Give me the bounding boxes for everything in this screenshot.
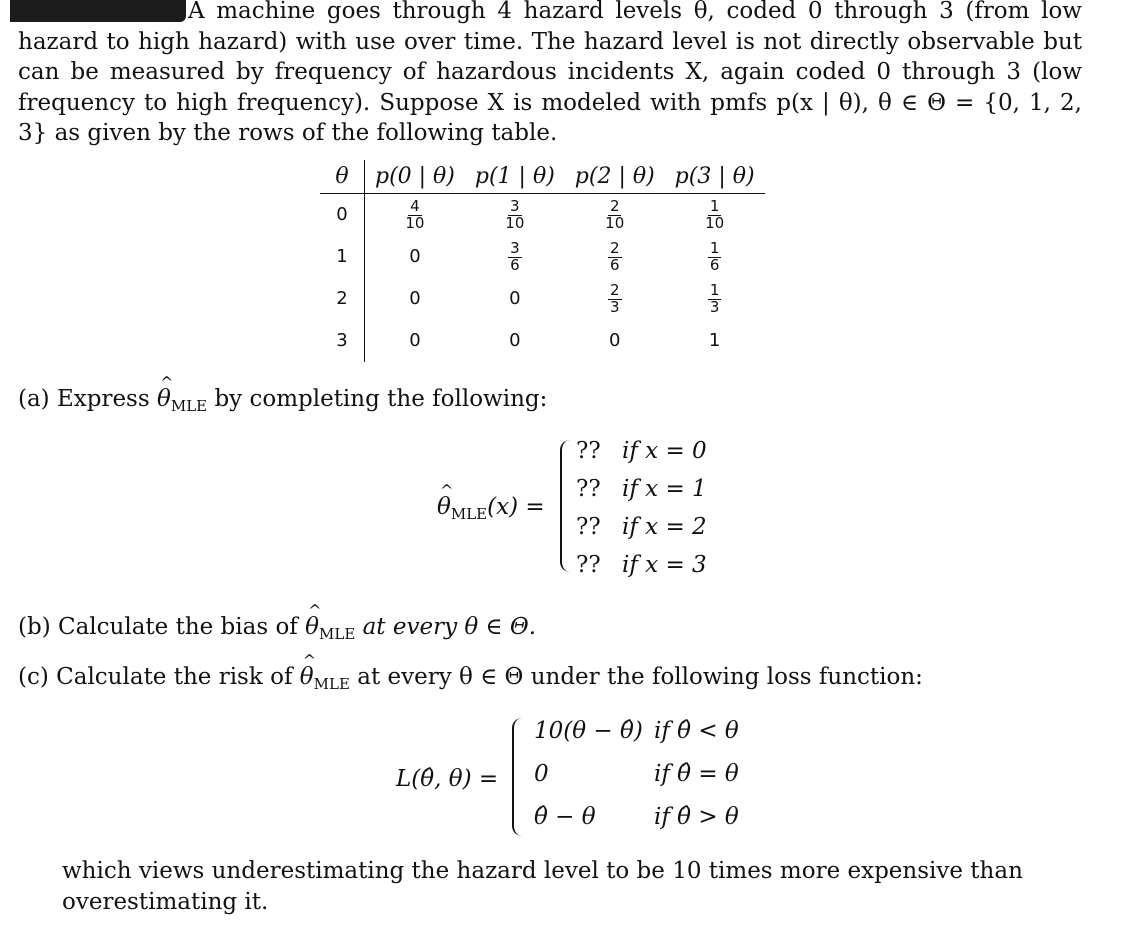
case-value: ??	[576, 476, 601, 502]
table-header-row	[320, 160, 765, 194]
loss-case-value: θ̂ − θ	[534, 804, 596, 830]
prob-cell	[365, 194, 465, 237]
part-c-footer: which views underestimating the hazard level to be 10 times more expensive than overestimating it.	[62, 858, 1023, 915]
prob-cell: 0	[509, 330, 521, 352]
loss-case-condition: if θ̂ = θ	[654, 761, 739, 787]
numerator: 1	[709, 281, 720, 299]
loss-case-value: 10(θ − θ̂)	[534, 718, 643, 744]
numerator: 3	[510, 197, 520, 215]
prob-cell: 1	[708, 330, 721, 352]
part-a	[18, 384, 547, 417]
mle-subscript: MLE	[170, 397, 208, 415]
prob-cell	[565, 278, 665, 320]
fraction	[508, 241, 522, 274]
denominator: 6	[609, 255, 620, 274]
prob-cell	[565, 236, 665, 278]
table-row	[320, 278, 765, 320]
prob-cell: 0	[409, 288, 421, 310]
numerator: 2	[609, 281, 620, 299]
header-theta: θ	[320, 160, 365, 194]
fraction	[603, 199, 626, 232]
theta-cell: 3	[320, 320, 365, 362]
mle-lhs: ^ $\theta_{MLE}(x)$ =	[437, 492, 545, 525]
loss-case-condition: if θ̂ < θ	[654, 718, 739, 744]
problem-intro	[18, 0, 1082, 149]
prob-cell	[465, 236, 565, 278]
numerator: 1	[709, 197, 720, 215]
numerator: 4	[410, 197, 420, 215]
case-condition: if x = 0	[622, 438, 707, 464]
loss-case-value: 0	[534, 761, 549, 787]
intro-text: A machine goes through 4 hazard levels θ, coded 0 through 3 (from low hazard to high hazard) with use over time. The hazard level is not directly observable but can be measured by frequency of hazardous incidents X, again coded 0 through 3 (low frequency to high frequency). Suppose X is modeled with pmfs p(x | θ), θ ∈ Θ = {0, 1, 2, 3} as given by the rows of the following table.	[18, 0, 1082, 147]
part-c-rest: at every θ ∈ Θ under the following loss function:	[357, 664, 923, 690]
theta-cell: 1	[320, 236, 365, 278]
theta-cell: 2	[320, 278, 365, 320]
table-row	[320, 236, 765, 278]
denominator: 3	[609, 297, 620, 316]
table-row	[320, 194, 765, 237]
part-c-label: (c) Calculate the risk of	[18, 664, 293, 690]
theta-cell: 0	[320, 194, 365, 237]
fraction	[703, 199, 726, 232]
numerator: 1	[709, 239, 720, 257]
table-body	[320, 194, 765, 363]
numerator: 3	[510, 239, 520, 257]
fraction	[608, 283, 622, 316]
part-a-rest: by completing the following:	[214, 386, 548, 412]
denominator: 10	[505, 213, 525, 232]
denominator: 10	[405, 213, 425, 232]
left-brace	[512, 718, 524, 836]
part-b-rest: at every θ ∈ Θ.	[362, 614, 537, 640]
left-brace	[560, 440, 572, 572]
part-b	[18, 612, 536, 645]
prob-cell: 0	[509, 288, 521, 310]
part-a-label: (a) Express	[18, 386, 150, 412]
header-p0: p(0 | θ)	[365, 160, 465, 194]
case-value: ??	[576, 552, 601, 578]
part-c	[18, 662, 923, 695]
denominator: 3	[709, 297, 720, 316]
case-condition: if x = 3	[622, 552, 707, 578]
denominator: 6	[709, 255, 720, 274]
denominator: 6	[510, 255, 520, 274]
prob-cell	[565, 194, 665, 237]
case-value: ??	[576, 514, 601, 540]
fraction	[503, 199, 526, 232]
fraction	[608, 241, 622, 274]
prob-cell: 0	[409, 246, 421, 268]
part-b-label: (b) Calculate the bias of	[18, 614, 298, 640]
denominator: 10	[705, 213, 725, 232]
mle-subscript: MLE	[319, 625, 356, 643]
header-p2: p(2 | θ)	[565, 160, 665, 194]
table-row	[320, 320, 765, 362]
fraction	[708, 241, 722, 274]
mle-subscript: MLE	[313, 675, 350, 693]
prob-cell	[665, 194, 765, 237]
case-condition: if x = 1	[622, 476, 707, 502]
loss-case-condition: if θ̂ > θ	[654, 804, 739, 830]
fraction	[403, 199, 426, 232]
prob-cell	[665, 278, 765, 320]
prob-cell	[665, 236, 765, 278]
theta-hat-symbol: ^ θ	[305, 612, 319, 643]
loss-lhs: L(θ̂, θ) =	[396, 766, 499, 792]
prob-cell	[465, 194, 565, 237]
case-value: ??	[576, 438, 601, 464]
prob-cell: 0	[609, 330, 621, 352]
theta-hat-symbol: ^ θ	[157, 384, 171, 415]
header-p3: p(3 | θ)	[665, 160, 765, 194]
fraction	[708, 283, 722, 316]
theta-hat-symbol: ^ θ	[300, 662, 314, 693]
prob-cell: 0	[409, 330, 421, 352]
header-p1: p(1 | θ)	[465, 160, 565, 194]
numerator: 2	[609, 239, 620, 257]
numerator: 2	[609, 197, 620, 215]
pmf-table	[320, 160, 765, 362]
case-condition: if x = 2	[622, 514, 707, 540]
denominator: 10	[605, 213, 625, 232]
